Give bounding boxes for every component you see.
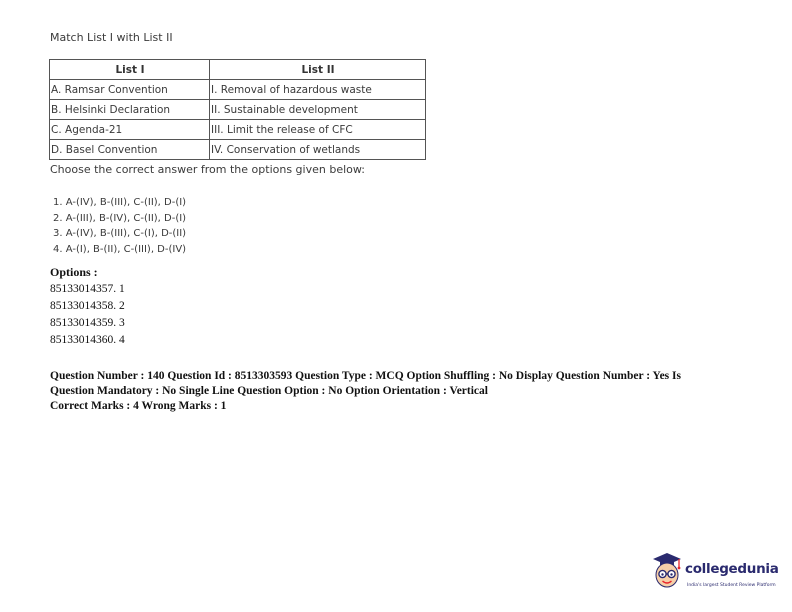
metadata-line: Correct Marks : 4 Wrong Marks : 1: [50, 400, 227, 412]
list-ii-cell: IV. Conservation of wetlands: [210, 140, 426, 160]
options-heading: Options :: [50, 265, 98, 279]
answer-choice: 2. A-(III), B-(IV), C-(II), D-(I): [53, 212, 187, 224]
answer-choices: [53, 195, 186, 257]
metadata-line: Question Number : 140 Question Id : 8513303593 Question Type : MCQ Option Shuffling : No Display Question Number : Yes Is: [50, 370, 681, 382]
option-id-list: [50, 281, 125, 349]
list-i-cell: A. Ramsar Convention: [50, 80, 210, 100]
question-metadata: [50, 369, 750, 414]
list-ii-cell: III. Limit the release of CFC: [210, 120, 426, 140]
table-row: [50, 120, 426, 140]
answer-choice: 3. A-(IV), B-(III), C-(I), D-(II): [53, 228, 187, 239]
graduate-face-icon: [650, 550, 684, 590]
table-row: [50, 80, 426, 100]
option-id: 85133014360. 4: [50, 334, 125, 346]
metadata-line: Question Mandatory : No Single Line Question Option : No Option Orientation : Vertical: [50, 385, 488, 397]
logo-wordmark: collegedunia: [685, 561, 779, 577]
question-prompt: Match List I with List II: [50, 31, 173, 44]
match-table: [49, 59, 426, 160]
list-i-cell: C. Agenda-21: [50, 120, 210, 140]
option-id: 85133014359. 3: [50, 317, 125, 329]
answer-choice: 4. A-(I), B-(II), C-(III), D-(IV): [53, 243, 187, 255]
instruction-text: Choose the correct answer from the options given below:: [50, 163, 365, 176]
option-id: 85133014358. 2: [50, 300, 125, 312]
list-ii-header: List II: [210, 60, 426, 80]
list-i-cell: D. Basel Convention: [50, 140, 210, 160]
list-ii-cell: II. Sustainable development: [210, 100, 426, 120]
list-i-header: List I: [50, 60, 210, 80]
table-header-row: [50, 60, 426, 80]
logo-tagline: India's largest Student Review Platform: [687, 583, 776, 588]
table-row: [50, 100, 426, 120]
answer-choice: 1. A-(IV), B-(III), C-(II), D-(I): [53, 197, 187, 208]
list-i-cell: B. Helsinki Declaration: [50, 100, 210, 120]
option-id: 85133014357. 1: [50, 283, 125, 295]
table-row: [50, 140, 426, 160]
collegedunia-logo: [650, 548, 785, 598]
list-ii-cell: I. Removal of hazardous waste: [210, 80, 426, 100]
